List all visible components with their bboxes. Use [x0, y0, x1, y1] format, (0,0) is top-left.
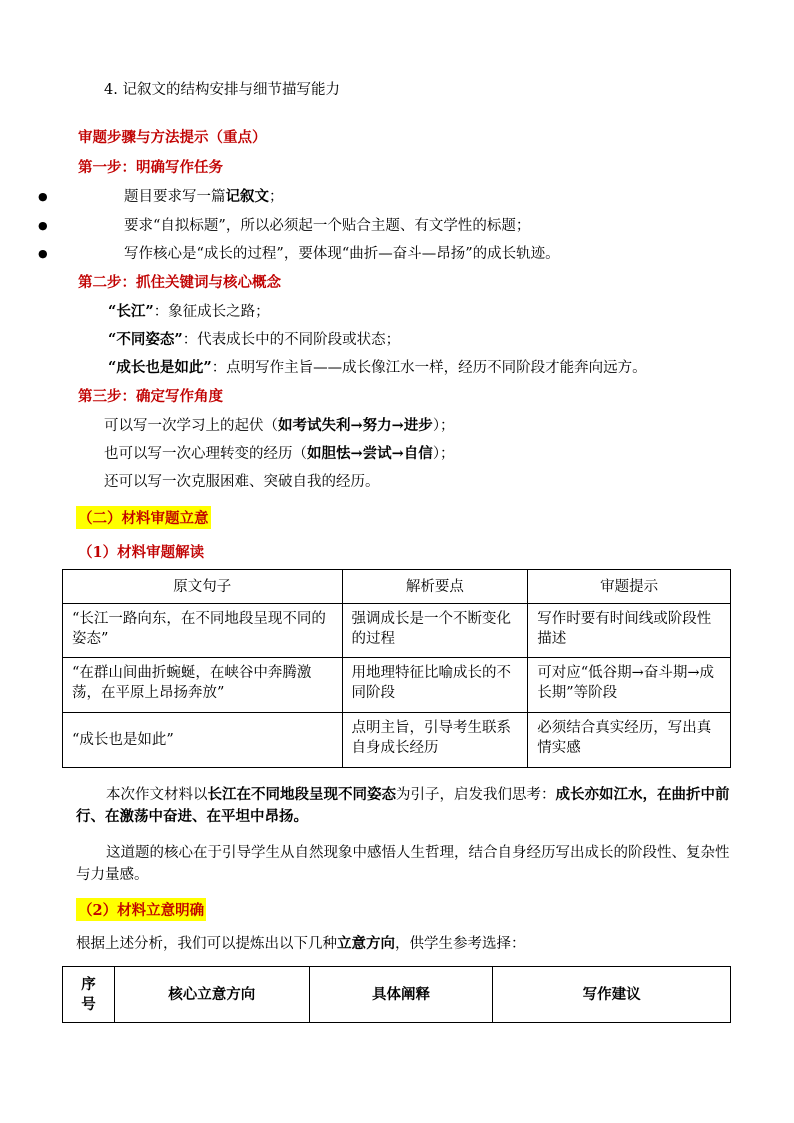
keyword-desc: ：象征成长之路；	[153, 304, 270, 320]
step1-title: 第一步：明确写作任务	[78, 159, 223, 176]
line-bold: 如考试失利→努力→进步	[278, 417, 433, 434]
table-header-row	[63, 570, 731, 604]
direction-table	[62, 966, 731, 1023]
table-header-cell: 原文句子	[63, 570, 343, 604]
step1-bullet2: 要求“自拟标题”，所以必须起一个贴合主题、有文学性的标题；	[124, 218, 531, 234]
keyword-desc: ：代表成长中的不同阶段或状态；	[182, 332, 401, 348]
bullet-icon: ●	[38, 247, 48, 260]
table-cell: 用地理特征比喻成长的不同阶段	[342, 658, 528, 713]
step1-bullet1-bold: 记叙文	[225, 188, 269, 205]
para-bold: 长江在不同地段呈现不同姿态	[207, 786, 396, 803]
table-header-cell	[63, 967, 115, 1023]
para-bold: 成长亦如江水，在曲折中前行、在激荡中奋进、在平坦中昂扬。	[76, 786, 730, 825]
keyword-term: “成长也是如此”	[108, 359, 212, 376]
header-text: 序号	[81, 975, 96, 1013]
para-bold: 立意方向	[337, 935, 395, 952]
step3-line2	[104, 442, 455, 463]
table-row	[63, 604, 731, 658]
analysis-table	[62, 569, 731, 768]
keyword-desc: ：点明写作主旨——成长像江水一样，经历不同阶段才能奔向远方。	[211, 360, 647, 376]
keyword-term: “不同姿态”	[108, 331, 183, 348]
para-text: 为引子，启发我们思考：	[396, 787, 556, 803]
step2-keyword1	[108, 300, 270, 321]
keyword-term: “长江”	[108, 303, 154, 320]
table-header-cell: 核心立意方向	[114, 967, 309, 1023]
table-cell: 强调成长是一个不断变化的过程	[342, 604, 528, 658]
line-bold: 如胆怯→尝试→自信	[307, 445, 433, 462]
section2-title: （二）材料审题立意	[76, 506, 211, 529]
paragraph-core: 这道题的核心在于引导学生从自然现象中感悟人生哲理，结合自身经历写出成长的阶段性、复杂性与力量感。	[76, 845, 730, 883]
line-text: 可以写一次学习上的起伏（	[104, 418, 278, 434]
line-text: 也可以写一次心理转变的经历（	[104, 446, 307, 462]
table-header-cell: 具体阐释	[309, 967, 493, 1023]
table-cell: 可对应“低谷期→奋斗期→成长期”等阶段	[528, 658, 731, 713]
para-text: 本次作文材料以	[106, 787, 208, 803]
table-header-cell: 解析要点	[342, 570, 528, 604]
table-header-row	[63, 967, 731, 1023]
table-cell: “长江一路向东，在不同地段呈现不同的姿态”	[63, 604, 343, 658]
table-cell: 必须结合真实经历，写出真情实感	[528, 713, 731, 768]
step2-keyword3	[108, 356, 647, 377]
line-end: ）；	[432, 446, 455, 462]
sub2-title: （2）材料立意明确	[76, 898, 206, 921]
table-header-cell: 写作建议	[493, 967, 731, 1023]
step3-line3: 还可以写一次克服困难、突破自我的经历。	[104, 474, 380, 490]
paragraph-material-intro	[76, 784, 732, 828]
table-cell: 点明主旨，引导考生联系自身成长经历	[342, 713, 528, 768]
table-row	[63, 713, 731, 768]
step1-bullet1-text: 题目要求写一篇	[124, 189, 226, 205]
step2-title: 第二步：抓住关键词与核心概念	[78, 274, 281, 291]
table-row	[63, 658, 731, 713]
line-end: ）；	[432, 418, 455, 434]
step3-title: 第三步：确定写作角度	[78, 388, 223, 405]
step2-keyword2	[108, 328, 400, 349]
table-cell: “在群山间曲折蜿蜒，在峡谷中奔腾激荡，在平原上昂扬奔放”	[63, 658, 343, 713]
bullet-icon: ●	[38, 219, 48, 232]
para-text: 根据上述分析，我们可以提炼出以下几种	[76, 936, 337, 952]
step1-bullet3: 写作核心是“成长的过程”，要体现“曲折—奋斗—昂扬”的成长轨迹。	[124, 246, 560, 262]
table-cell: 写作时要有时间线或阶段性描述	[528, 604, 731, 658]
para-text: ，供学生参考选择：	[395, 936, 526, 952]
bullet-icon: ●	[38, 190, 48, 203]
step1-bullet1-end: ；	[269, 189, 284, 205]
table-header-cell: 审题提示	[528, 570, 731, 604]
sub1-title: （1）材料审题解读	[78, 544, 205, 561]
steps-title: 审题步骤与方法提示（重点）	[78, 129, 267, 146]
table-cell: “成长也是如此”	[63, 713, 343, 768]
section-heading-4: 4. 记叙文的结构安排与细节描写能力	[104, 82, 340, 98]
step1-bullet1	[124, 185, 284, 206]
step3-line1	[104, 414, 455, 435]
paragraph-directions	[76, 932, 526, 953]
